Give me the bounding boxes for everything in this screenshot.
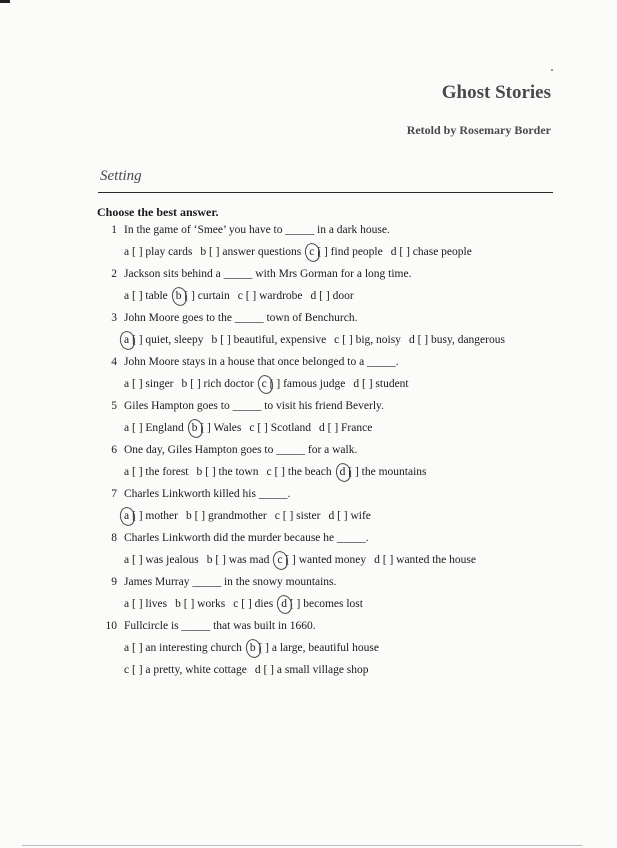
- answer-text: [ ] a pretty, white cottage: [129, 664, 247, 676]
- question-number: 6: [111, 444, 117, 456]
- answer-option-d[interactable]: [391, 246, 472, 258]
- answer-option-c[interactable]: [334, 334, 401, 346]
- answer-option-d[interactable]: [409, 334, 505, 346]
- answer-text: [ ] table: [129, 290, 168, 302]
- question-text: John Moore goes to the _____ town of Benchurch.: [124, 312, 358, 324]
- answer-text: [ ] England: [129, 422, 184, 434]
- question-text: Charles Linkworth did the murder because he _____.: [124, 532, 369, 544]
- answer-options-row: [124, 378, 409, 390]
- question-text: Fullcircle is _____ that was built in 1660.: [124, 620, 316, 632]
- answer-option-a[interactable]: [124, 334, 204, 346]
- question-number: 2: [111, 268, 117, 280]
- answer-text: [ ] Scotland: [254, 422, 311, 434]
- answer-options-row: [124, 246, 472, 258]
- answer-option-b[interactable]: [250, 642, 379, 654]
- answer-letter: d: [408, 334, 415, 346]
- question-number: 1: [111, 224, 117, 236]
- answer-letter: b: [211, 334, 218, 346]
- answer-letter: a: [124, 290, 130, 302]
- answer-letter: c: [124, 664, 130, 676]
- answer-option-a[interactable]: [124, 510, 178, 522]
- answer-option-c[interactable]: [249, 422, 311, 434]
- answer-letter: b: [200, 246, 207, 258]
- answer-option-b[interactable]: [176, 290, 230, 302]
- answer-text: [ ] wanted money: [282, 554, 367, 566]
- circled-answer-letter: a: [124, 334, 130, 346]
- answer-option-b[interactable]: [182, 378, 254, 390]
- section-divider: [98, 192, 553, 193]
- answer-letter: d: [328, 510, 335, 522]
- answer-text: [ ] grandmother: [191, 510, 267, 522]
- answer-option-c[interactable]: [309, 246, 382, 258]
- circled-answer-letter: d: [281, 598, 287, 610]
- answer-text: [ ] quiet, sleepy: [129, 334, 204, 346]
- question-number: 3: [111, 312, 117, 324]
- answer-letter: c: [237, 290, 243, 302]
- answer-option-a[interactable]: [124, 422, 184, 434]
- answer-text: [ ] singer: [129, 378, 174, 390]
- answer-options-row: [124, 598, 363, 610]
- answer-option-b[interactable]: [175, 598, 225, 610]
- answer-text: [ ] play cards: [129, 246, 193, 258]
- answer-text: [ ] a small village shop: [260, 664, 369, 676]
- answer-letter: d: [374, 554, 380, 566]
- answer-option-b[interactable]: [186, 510, 267, 522]
- answer-option-d[interactable]: [340, 466, 427, 478]
- answer-options-row: [124, 466, 427, 478]
- question-number: 4: [111, 356, 117, 368]
- answer-letter: d: [319, 422, 325, 434]
- answer-option-c[interactable]: [124, 664, 247, 676]
- answer-letter: a: [124, 642, 130, 654]
- answer-options-row: [124, 290, 354, 302]
- question-number: 9: [111, 576, 117, 588]
- answer-letter: d: [254, 664, 261, 676]
- answer-text: [ ] the beach: [271, 466, 332, 478]
- answer-option-d[interactable]: [311, 290, 354, 302]
- scan-corner-mark: [0, 0, 10, 3]
- answer-letter: a: [124, 378, 130, 390]
- answer-text: [ ] works: [180, 598, 226, 610]
- circled-answer-letter: c: [309, 246, 315, 258]
- answer-letter: b: [185, 510, 192, 522]
- answer-letter: d: [353, 378, 360, 390]
- answer-option-d[interactable]: [374, 554, 476, 566]
- answer-text: [ ] wife: [334, 510, 371, 522]
- answer-letter: c: [274, 510, 280, 522]
- answer-option-b[interactable]: [212, 334, 327, 346]
- answer-text: [ ] chase people: [396, 246, 472, 258]
- answer-text: [ ] becomes lost: [286, 598, 363, 610]
- answer-text: [ ] sister: [279, 510, 321, 522]
- answer-text: [ ] the mountains: [345, 466, 427, 478]
- answer-option-a[interactable]: [124, 598, 167, 610]
- answer-letter: c: [233, 598, 239, 610]
- answer-text: [ ] an interesting church: [129, 642, 242, 654]
- question-text: Jackson sits behind a _____ with Mrs Gorman for a long time.: [124, 268, 412, 280]
- answer-option-d[interactable]: [281, 598, 363, 610]
- answer-option-b[interactable]: [200, 246, 301, 258]
- answer-option-d[interactable]: [353, 378, 408, 390]
- answer-option-a[interactable]: [124, 378, 174, 390]
- answer-option-c[interactable]: [266, 466, 331, 478]
- page-title: Ghost Stories: [441, 82, 551, 103]
- answer-options-row: [124, 510, 371, 522]
- answer-option-c[interactable]: [275, 510, 321, 522]
- answer-text: [ ] famous judge: [266, 378, 346, 390]
- answer-text: [ ] student: [359, 378, 409, 390]
- answer-options-row: [124, 664, 369, 676]
- answer-options-row: [124, 642, 379, 654]
- answer-text: [ ] answer questions: [206, 246, 302, 258]
- circled-answer-letter: c: [261, 378, 267, 390]
- answer-text: [ ] the town: [202, 466, 259, 478]
- answer-option-c[interactable]: [262, 378, 346, 390]
- section-title: Setting: [100, 168, 142, 184]
- answer-text: [ ] mother: [129, 510, 178, 522]
- answer-text: [ ] dies: [238, 598, 274, 610]
- answer-options-row: [124, 554, 476, 566]
- answer-option-b[interactable]: [192, 422, 242, 434]
- question-text: One day, Giles Hampton goes to _____ for a walk.: [124, 444, 358, 456]
- answer-letter: d: [310, 290, 317, 302]
- answer-text: [ ] Wales: [197, 422, 242, 434]
- answer-text: [ ] France: [324, 422, 373, 434]
- question-number: 5: [111, 400, 117, 412]
- question-number: 7: [111, 488, 117, 500]
- answer-option-b[interactable]: [197, 466, 259, 478]
- answer-text: [ ] wardrobe: [242, 290, 303, 302]
- question-text: In the game of ‘Smee’ you have to _____ in a dark house.: [124, 224, 390, 236]
- answer-letter: a: [124, 598, 130, 610]
- circled-answer-letter: b: [249, 642, 256, 654]
- answer-option-a[interactable]: [124, 246, 192, 258]
- answer-letter: a: [124, 246, 130, 258]
- answer-letter: b: [181, 378, 188, 390]
- answer-option-d[interactable]: [255, 664, 369, 676]
- answer-text: [ ] wanted the house: [379, 554, 476, 566]
- answer-letter: b: [206, 554, 213, 566]
- instruction-text: Choose the best answer.: [97, 205, 219, 219]
- circled-answer-letter: b: [191, 422, 198, 434]
- answer-option-a[interactable]: [124, 642, 242, 654]
- answer-letter: d: [390, 246, 397, 258]
- answer-letter: b: [175, 598, 181, 610]
- answer-text: [ ] lives: [129, 598, 168, 610]
- answer-text: [ ] was mad: [212, 554, 270, 566]
- answer-option-c[interactable]: [233, 598, 273, 610]
- question-text: John Moore stays in a house that once belonged to a _____.: [124, 356, 399, 368]
- question-number: 8: [111, 532, 117, 544]
- answer-letter: c: [334, 334, 340, 346]
- answer-option-b[interactable]: [207, 554, 270, 566]
- answer-letter: a: [124, 554, 130, 566]
- answer-text: [ ] big, noisy: [339, 334, 401, 346]
- circled-answer-letter: b: [175, 290, 182, 302]
- answer-options-row: [124, 422, 372, 434]
- answer-option-c[interactable]: [238, 290, 303, 302]
- answer-option-a[interactable]: [124, 290, 168, 302]
- answer-text: [ ] rich doctor: [187, 378, 254, 390]
- answer-text: [ ] curtain: [181, 290, 230, 302]
- answer-letter: a: [124, 466, 130, 478]
- answer-text: [ ] busy, dangerous: [414, 334, 505, 346]
- answer-text: [ ] the forest: [129, 466, 189, 478]
- answer-option-a[interactable]: [124, 466, 189, 478]
- answer-letter: c: [249, 422, 255, 434]
- answer-option-d[interactable]: [319, 422, 372, 434]
- answer-text: [ ] a large, beautiful house: [255, 642, 379, 654]
- question-number: 10: [105, 620, 117, 632]
- answer-options-row: [124, 334, 505, 346]
- circled-answer-letter: d: [339, 466, 346, 478]
- answer-text: [ ] beautiful, expensive: [217, 334, 327, 346]
- answer-text: [ ] door: [316, 290, 354, 302]
- question-text: James Murray _____ in the snowy mountains.: [124, 576, 337, 588]
- page-subtitle: Retold by Rosemary Border: [406, 123, 551, 137]
- answer-letter: a: [124, 422, 130, 434]
- answer-option-a[interactable]: [124, 554, 199, 566]
- question-text: Charles Linkworth killed his _____.: [124, 488, 291, 500]
- answer-letter: b: [196, 466, 203, 478]
- scan-speck: [551, 69, 553, 71]
- scan-bottom-edge: [22, 845, 582, 846]
- answer-option-c[interactable]: [277, 554, 366, 566]
- answer-option-d[interactable]: [328, 510, 370, 522]
- circled-answer-letter: c: [277, 554, 283, 566]
- question-text: Giles Hampton goes to _____ to visit his friend Beverly.: [124, 400, 384, 412]
- answer-text: [ ] find people: [314, 246, 383, 258]
- answer-letter: c: [266, 466, 272, 478]
- answer-text: [ ] was jealous: [129, 554, 199, 566]
- circled-answer-letter: a: [124, 510, 130, 522]
